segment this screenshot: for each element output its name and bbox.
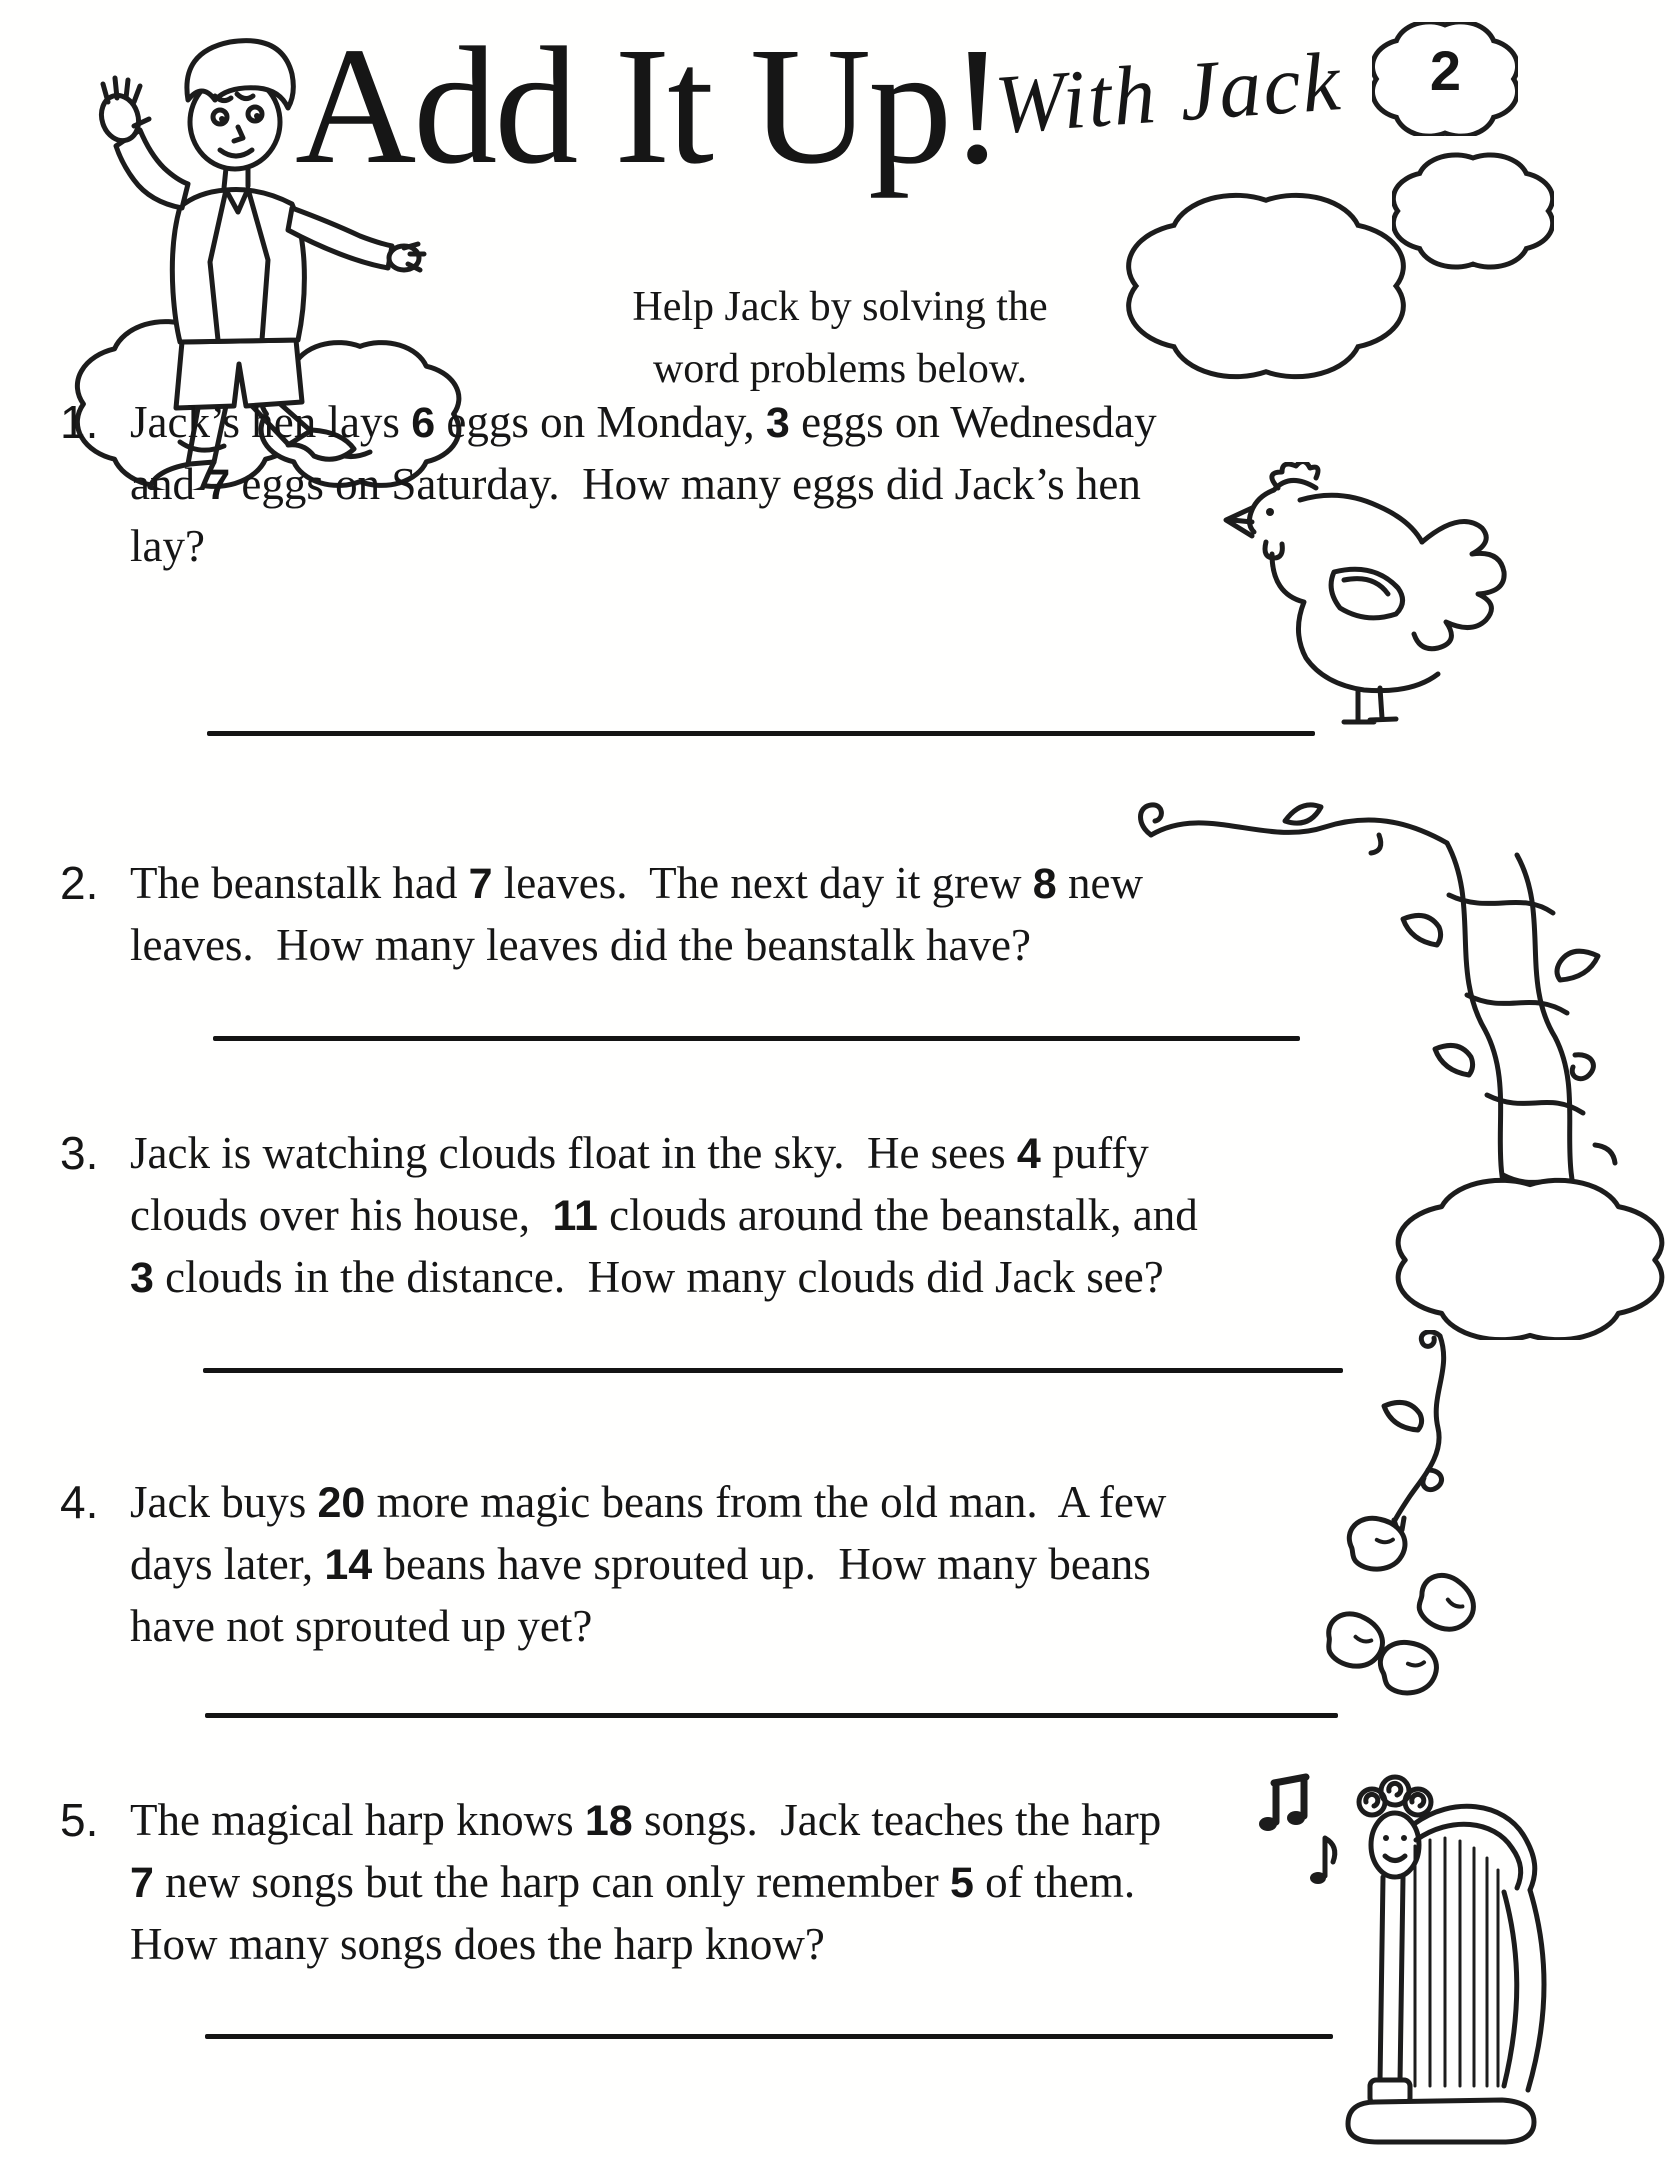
- answer-line-5: [205, 2034, 1333, 2039]
- answer-line-3: [203, 1368, 1343, 1373]
- instructions-line-2: word problems below.: [652, 346, 1028, 392]
- bean-icon: [1377, 1636, 1441, 1698]
- problem-4: [60, 1472, 1166, 1657]
- problem-text: Jack’s hen lays 6 eggs on Monday, 3 eggs on Wednesday and 7 eggs on Saturday. How many eggs did Jack’s hen lay?: [130, 397, 1157, 571]
- problem-1: [60, 392, 1157, 577]
- harp-illustration: [1252, 1750, 1608, 2156]
- hen-wing: [1331, 569, 1402, 618]
- problem-number: 4.: [60, 1476, 99, 1528]
- harp-body: [1348, 1777, 1544, 2142]
- leaf-icon: [1384, 1402, 1422, 1430]
- harp-strings: [1415, 1838, 1498, 2086]
- problem-number: 3.: [60, 1127, 99, 1179]
- beanstalk-illustration: [1135, 755, 1665, 1340]
- beanstalk-vine: [1449, 895, 1587, 1190]
- problem-text: Jack buys 20 more magic beans from the old man. A few days later, 14 beans have sprouted up. How many beans have not sprouted up yet?: [130, 1477, 1167, 1651]
- bean-icon: [1413, 1570, 1481, 1636]
- leaf-icon: [1403, 915, 1441, 945]
- leaf-icon: [1435, 1045, 1473, 1075]
- cloud-icon: [1398, 1180, 1662, 1339]
- problem-number: 5.: [60, 1794, 99, 1846]
- leaf-icon: [1557, 951, 1598, 980]
- problem-number: 1.: [60, 396, 99, 448]
- cloud-icon: [1392, 152, 1554, 270]
- problem-3: [60, 1123, 1198, 1309]
- hen-beak: [1226, 508, 1252, 536]
- beans-illustration: [1318, 1330, 1514, 1702]
- bean-icon: [1347, 1514, 1408, 1573]
- problem-2: [60, 853, 1143, 976]
- answer-line-4: [205, 1713, 1338, 1718]
- problem-number: 2.: [60, 857, 99, 909]
- problem-5: [60, 1790, 1161, 1975]
- hen-tail: [1414, 522, 1504, 649]
- page-number: 2: [1429, 39, 1462, 102]
- hen-eye: [1266, 508, 1274, 516]
- title-script: With Jack: [992, 35, 1345, 152]
- page-title: Add It Up!: [295, 13, 1003, 199]
- bean-icon: [1325, 1612, 1385, 1669]
- hen-legs: [1344, 688, 1396, 722]
- music-notes-icon: [1259, 1777, 1335, 1884]
- cloud-icon: [1125, 192, 1407, 380]
- instructions: [555, 276, 1125, 400]
- problem-text: Jack is watching clouds float in the sky. He sees 4 puffy clouds over his house, 11 clouds around the beanstalk, and 3 clouds in the distance. How many clouds did Jack see?: [130, 1128, 1198, 1302]
- instructions-line-1: Help Jack by solving the: [632, 284, 1048, 330]
- hen-illustration: [1182, 462, 1517, 738]
- problem-text: The beanstalk had 7 leaves. The next day it grew 8 new leaves. How many leaves did the beanstalk have?: [130, 858, 1143, 970]
- problem-text: The magical harp knows 18 songs. Jack teaches the harp 7 new songs but the harp can only remember 5 of them. How many songs does the harp know?: [130, 1795, 1162, 1969]
- harp-base: [1348, 2100, 1534, 2142]
- answer-line-1: [207, 731, 1315, 736]
